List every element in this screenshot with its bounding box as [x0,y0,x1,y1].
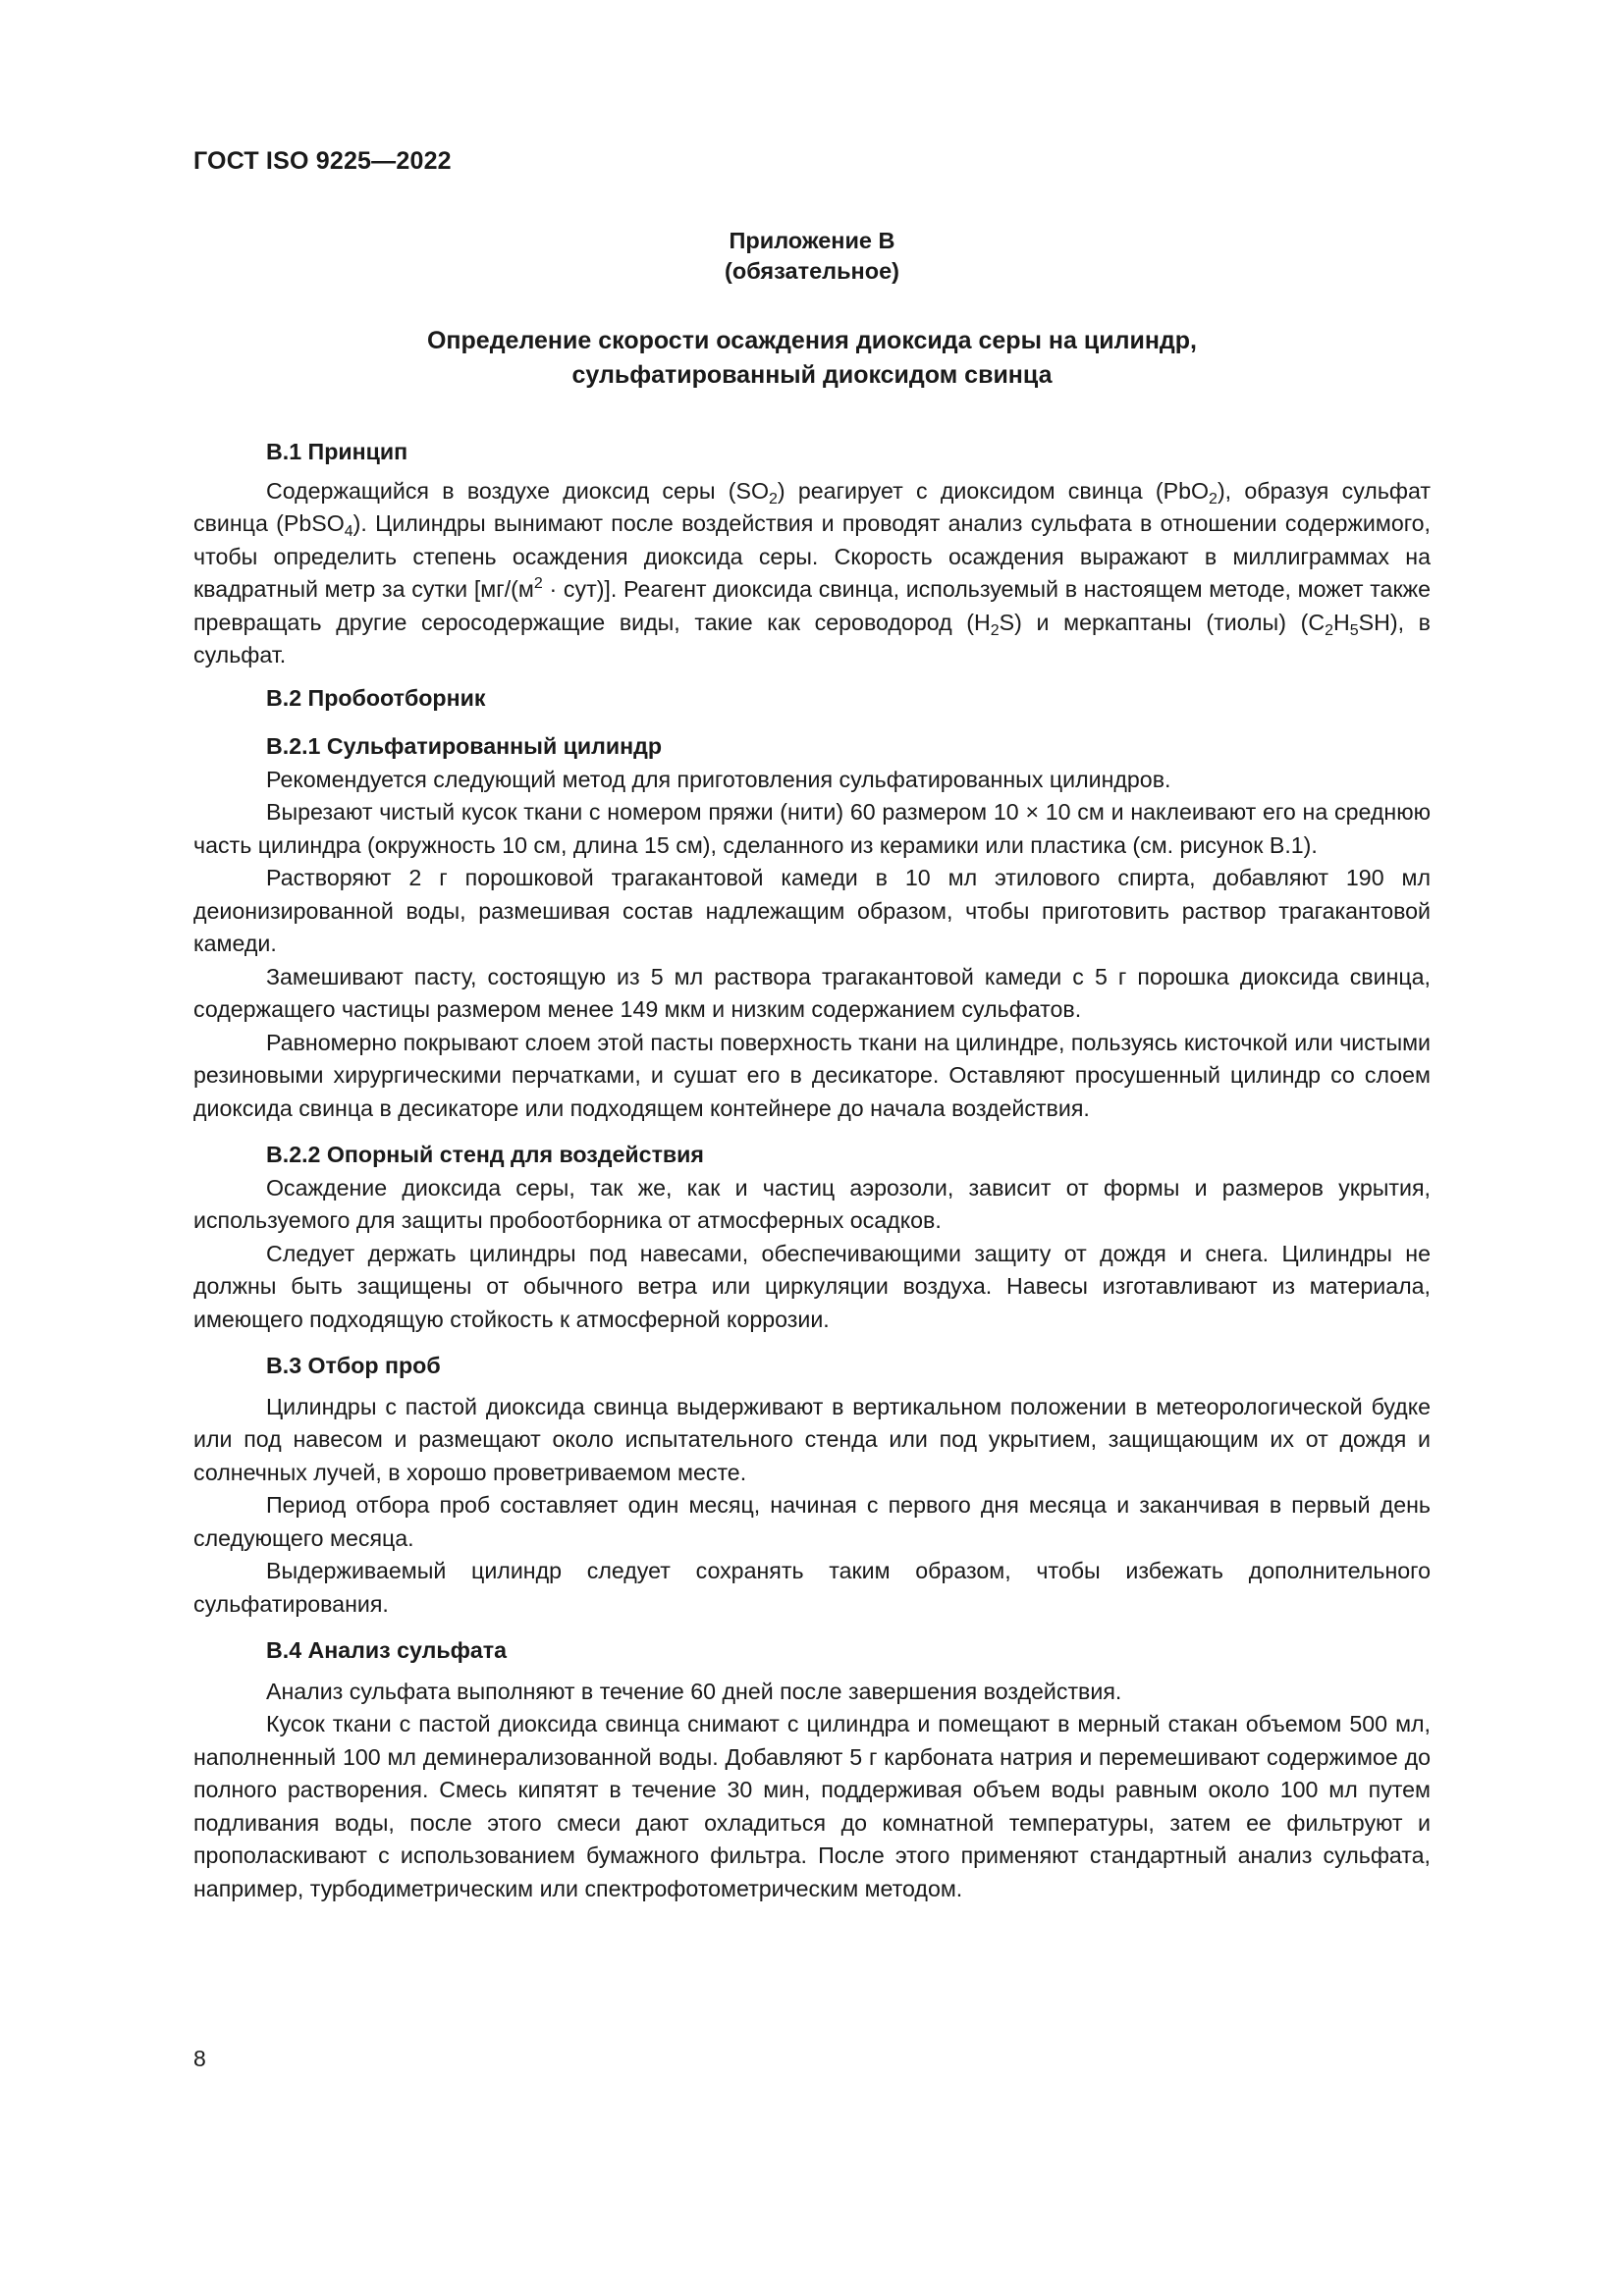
section-b2-heading: B.2 Пробоотборник [266,684,486,711]
section-b3-paragraph: Период отбора проб составляет один месяц, начиная с первого дня месяца и заканчивая в первый день следующего месяца. [193,1492,1431,1551]
section-b4-heading: B.4 Анализ сульфата [266,1637,508,1663]
section-b1-paragraph: Содержащийся в воздухе диоксид серы $(SO_2)$ реагирует с диоксидом свинца (PbO$_2$), образуя сульфат свинца (PbSO$_4$). Цилиндры вынимают после воздействия и проводят анализ сульфата в отношении содержимого, чтобы определить степень осаждения диоксида серы. Скорость осаждения выражают в миллиграммах на квадратный метр за сутки $[мг/(м^2 \cdot сут)]$. Реагент диоксида свинца, используемый в настоящем методе, может также превращать другие серосодержащие виды, такие как сероводород $(H_2S)$ и меркаптаны (тиолы) $(C_2H_5SH)$, в сульфат. [193,477,1432,667]
section-b2-1-paragraph: Замешивают пасту, состоящую из 5 мл раствора трагакантовой камеди с 5 г порошка диоксида свинца, содержащего частицы размером менее 149 мкм и низким содержанием сульфатов. [193,963,1431,1022]
annex-label: Приложение B [729,228,895,253]
annex-title [193,324,1431,393]
section-b2-2-paragraph: Следует держать цилиндры под навесами, обеспечивающими защиту от дождя и снега. Цилиндры не должны быть защищены от обычного ветра или циркуляции воздуха. Навесы изготавливают из материала, имеющего подходящую стойкость к атмосферной коррозии. [193,1240,1431,1332]
section-b2-1-heading: B.2.1 Сульфатированный цилиндр [266,733,663,759]
section-b2-2-heading: B.2.2 Опорный стенд для воздействия [266,1142,704,1167]
section-b4-paragraph: Анализ сульфата выполняют в течение 60 дней после завершения воздействия. [266,1678,1122,1704]
section-b1-heading: B.1 Принцип [266,439,408,464]
page-content [193,226,1431,1905]
section-b4-paragraph: Кусок ткани с пастой диоксида свинца снимают с цилиндра и помещают в мерный стакан объемом 500 мл, наполненный 100 мл деминерализованной воды. Добавляют 5 г карбоната натрия и перемешивают содержимое до полного растворения. Смесь кипятят в течение 30 мин, поддерживая объем воды равным около 100 мл путем подливания воды, после этого смеси дают охладиться до комнатной температуры, затем ее фильтруют и прополаскивают с использованием бумажного фильтра. После этого применяют стандартный анализ сульфата, например, турбодиметрическим или спектрофотометрическим методом. [193,1711,1431,1901]
section-b2-1-paragraph: Растворяют 2 г порошковой трагакантовой камеди в 10 мл этилового спирта, добавляют 190 мл деионизированной воды, размешивая состав надлежащим образом, чтобы приготовить раствор трагакантовой камеди. [193,865,1431,956]
section-b2-1-paragraph: Равномерно покрывают слоем этой пасты поверхность ткани на цилиндре, пользуясь кисточкой или чистыми резиновыми хирургическими перчатками, и сушат его в десикаторе. Оставляют просушенный цилиндр со слоем диоксида свинца в десикаторе или подходящем контейнере до начала воздействия. [193,1029,1431,1121]
annex-title-line-2: сульфатированный диоксидом свинца [571,361,1053,389]
section-b3-paragraph: Выдерживаемый цилиндр следует сохранять таким образом, чтобы избежать дополнительного сульфатирования. [193,1558,1431,1617]
section-b3-heading: B.3 Отбор проб [266,1353,441,1378]
section-b3-paragraph: Цилиндры с пастой диоксида свинца выдерживают в вертикальном положении в метеорологической будке или под навесом и размещают около испытательного стенда или под укрытием, защищающим их от дождя и солнечных лучей, в хорошо проветриваемом месте. [193,1393,1431,1485]
section-b2-1-paragraph: Рекомендуется следующий метод для приготовления сульфатированных цилиндров. [266,766,1171,792]
document-code-header: ГОСТ ISO 9225—2022 [193,147,452,175]
section-b2-1-paragraph: Вырезают чистый кусок ткани с номером пряжи (нити) 60 размером 10 × 10 см и наклеивают его на среднюю часть цилиндра (окружность 10 см, длина 15 см), сделанного из керамики или пластика (см. рисунок B.1). [193,799,1431,858]
annex-title-line-1: Определение скорости осаждения диоксида серы на цилиндр, [426,327,1198,354]
annex-status: (обязательное) [725,258,899,284]
page-number: 8 [193,2046,206,2071]
section-b2-2-paragraph: Осаждение диоксида серы, так же, как и частиц аэрозоли, зависит от формы и размеров укрытия, используемого для защиты пробоотборника от атмосферных осадков. [193,1174,1431,1233]
